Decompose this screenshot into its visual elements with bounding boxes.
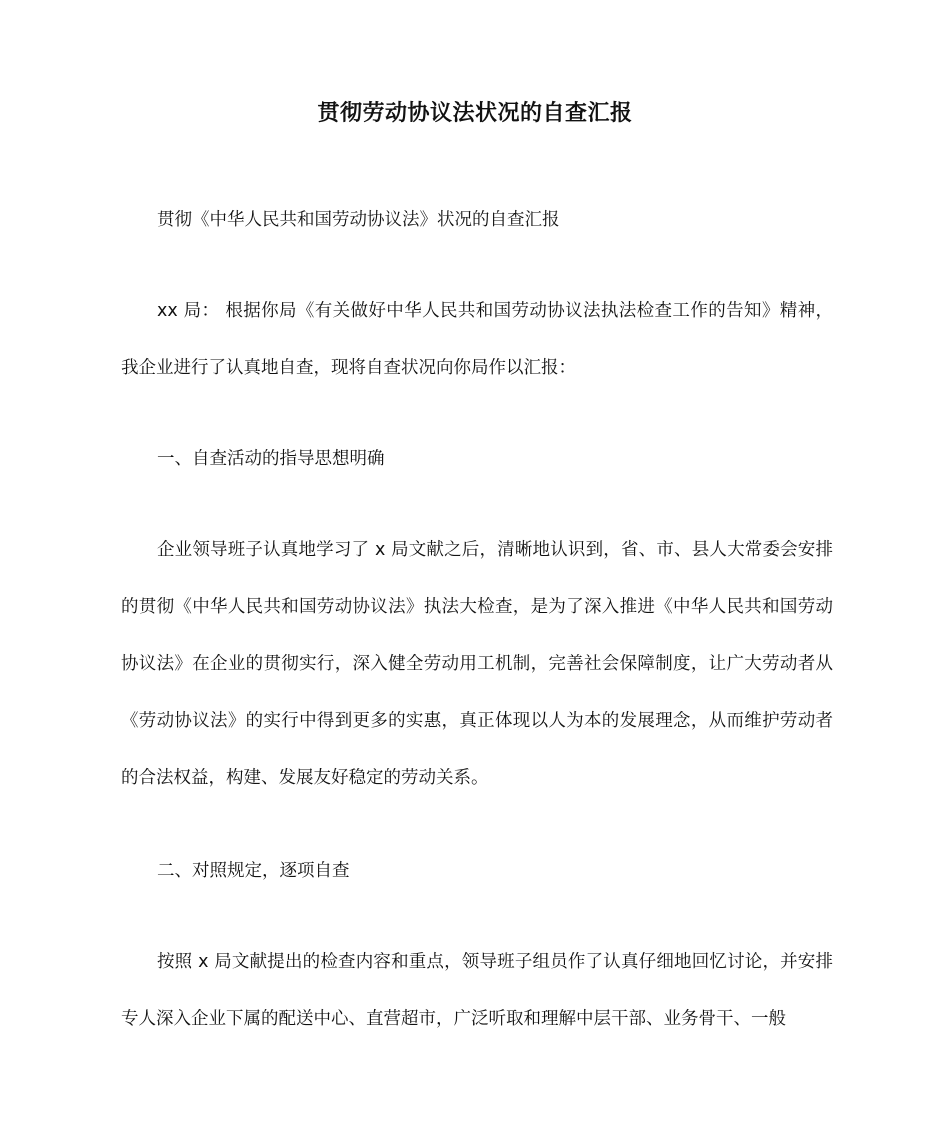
section-1-body: 企业领导班子认真地学习了 x 局文献之后，清晰地认识到，省、市、县人大常委会安排的贯彻《中华人民共和国劳动协议法》执法大检查，是为了深入推进《中华人民共和国劳动协议法》在企业的贯彻实行，深入健全劳动用工机制，完善社会保障制度，让广大劳动者从《劳动协议法》的实行中得到更多的实惠，真正体现以人为本的发展理念，从而维护劳动者的合法权益，构建、发展友好稳定的劳动关系。	[121, 540, 833, 788]
section-2-heading: 二、对照规定，逐项自查	[157, 861, 350, 881]
document-title: 贯彻劳动协议法状况的自查汇报	[317, 101, 633, 126]
salutation-paragraph: xx 局： 根据你局《有关做好中华人民共和国劳动协议法执法检查工作的告知》精神，我企业进行了认真地自查，现将自查状况向你局作以汇报：	[121, 301, 833, 378]
document-subtitle: 贯彻《中华人民共和国劳动协议法》状况的自查汇报	[157, 210, 560, 230]
section-1-heading: 一、自查活动的指导思想明确	[157, 449, 385, 469]
section-2-body: 按照 x 局文献提出的检查内容和重点，领导班子组员作了认真仔细地回忆讨论，并安排专人深入企业下属的配送中心、直营超市，广泛听取和理解中层干部、业务骨干、一般	[121, 952, 833, 1029]
